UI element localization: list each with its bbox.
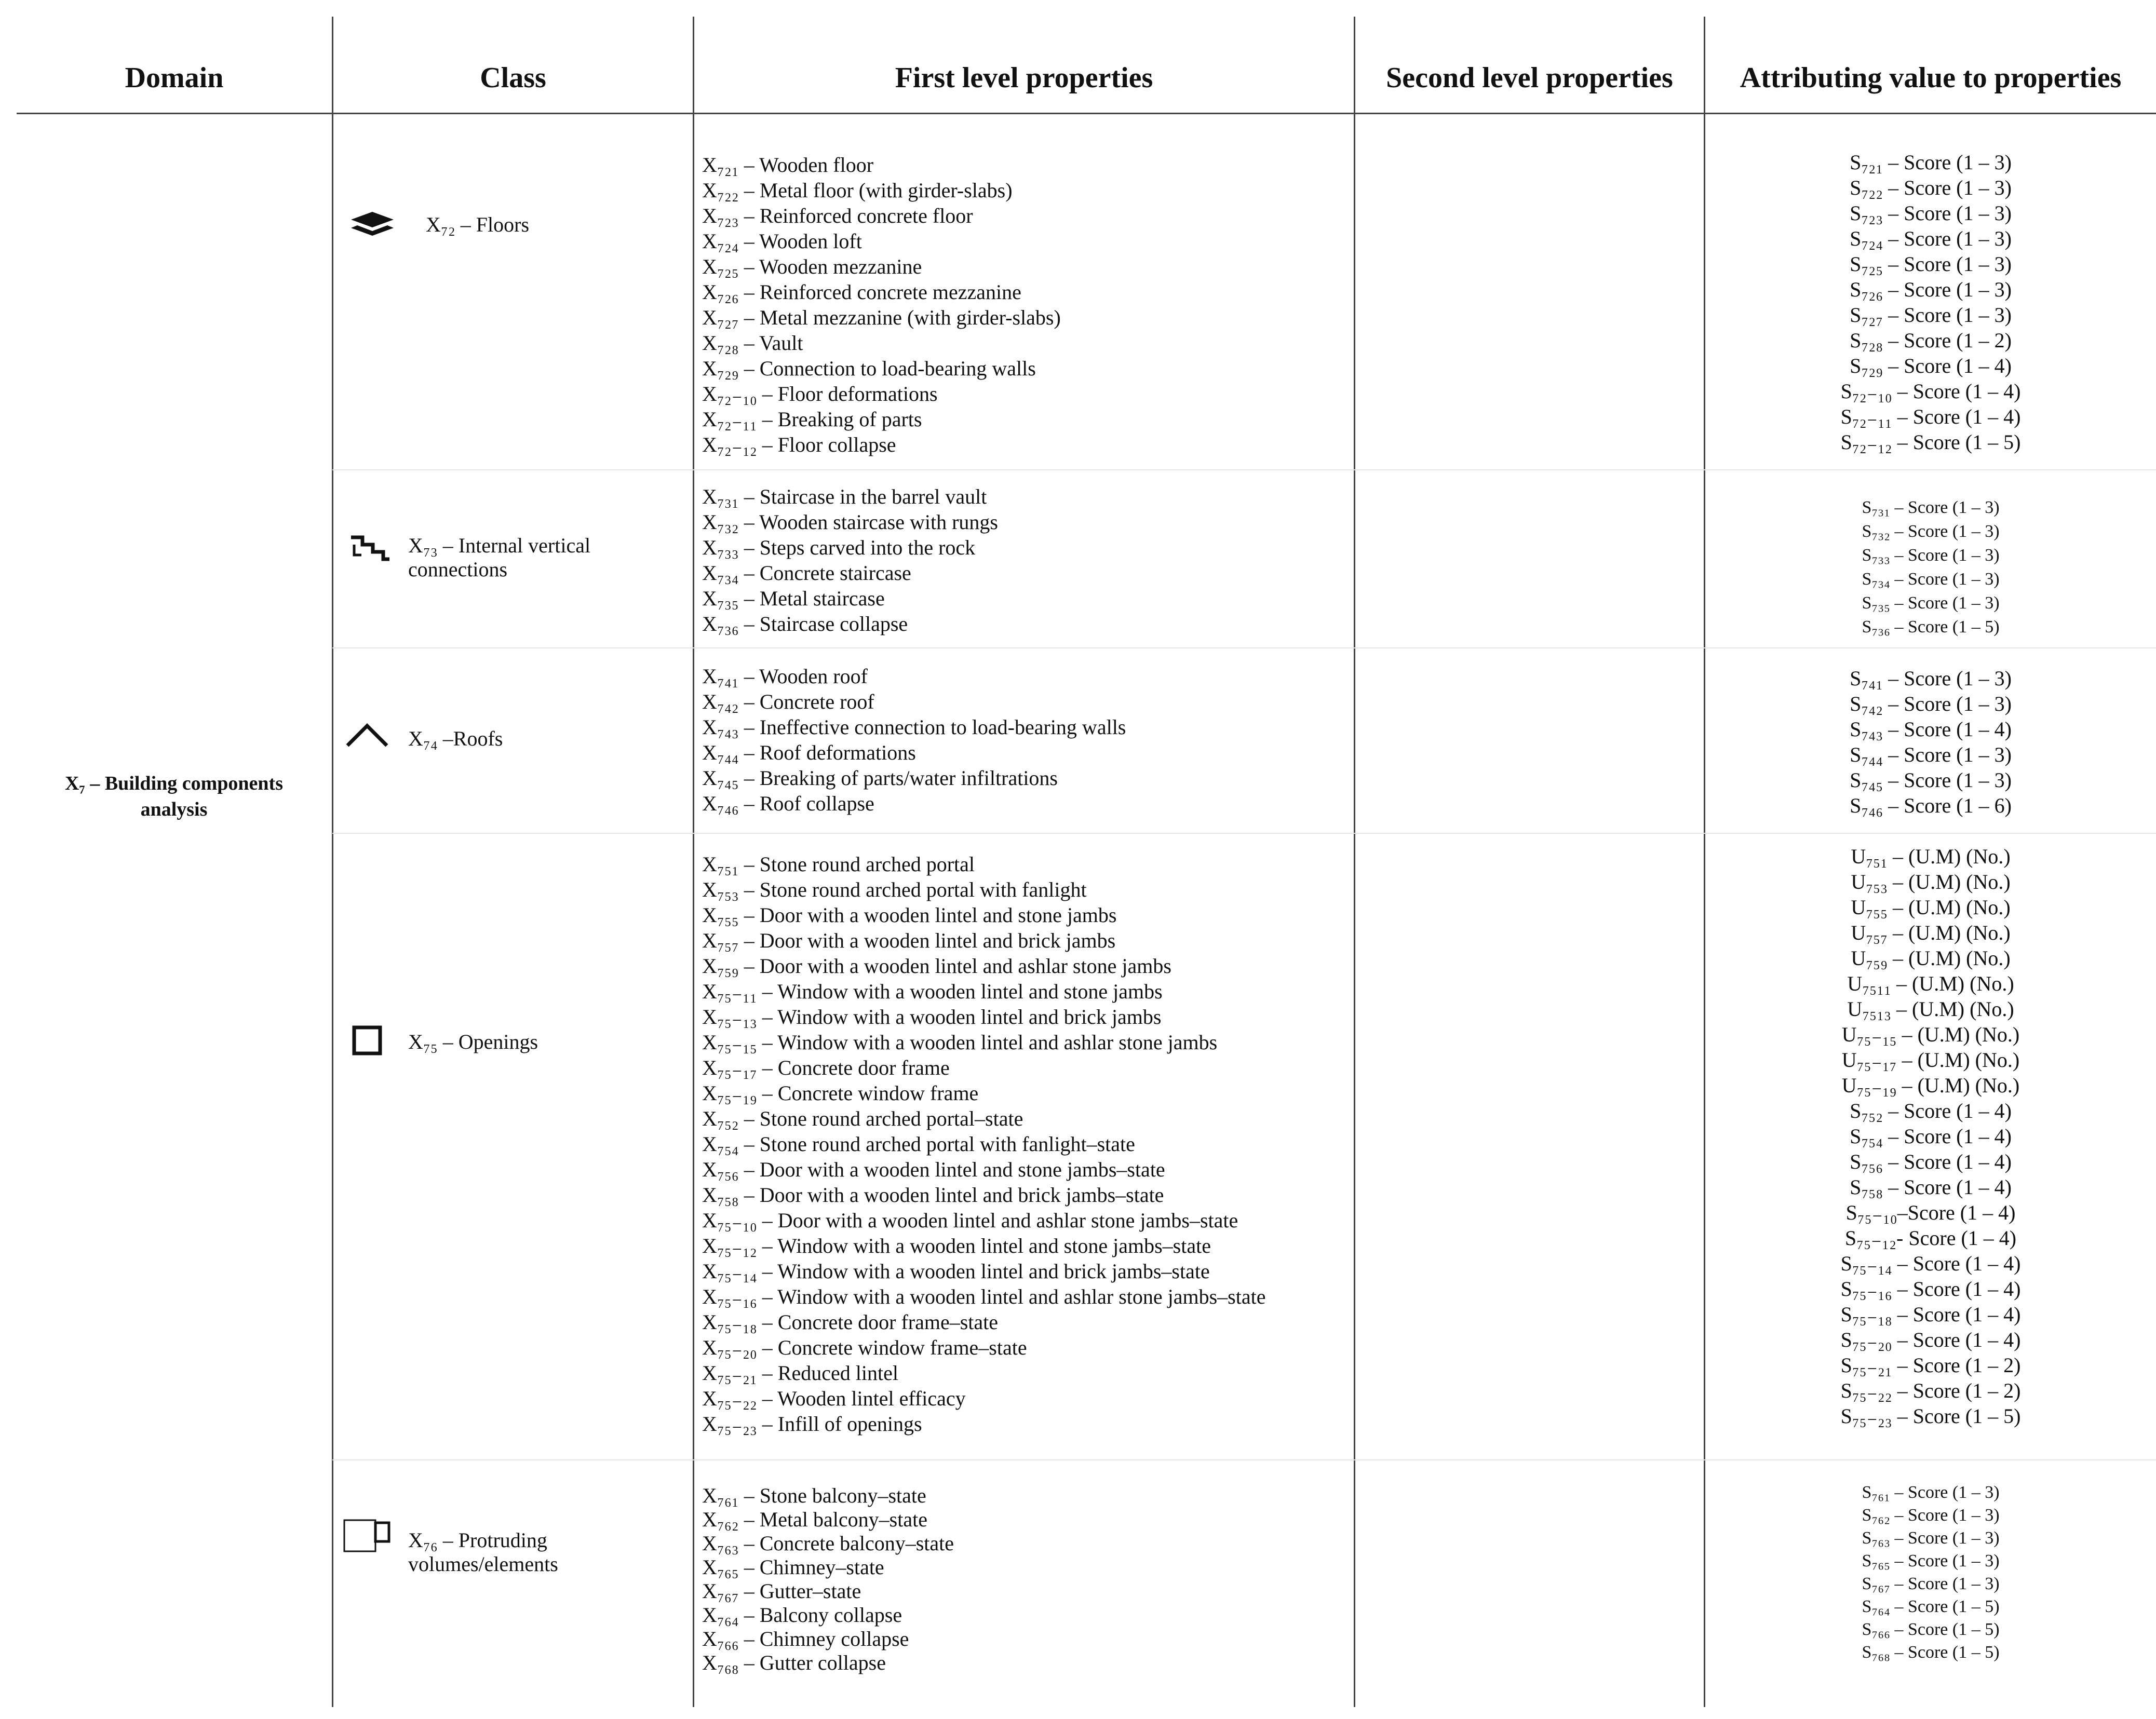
attr-item: S₇₂₅ – Score (1 – 3)	[1850, 252, 2012, 276]
attr-item: S₇₄₆ – Score (1 – 6)	[1850, 794, 2012, 817]
attr-item: S₇₅₄ – Score (1 – 4)	[1850, 1125, 2012, 1148]
class-label-roofs: X₇₄ –Roofs	[408, 727, 503, 750]
first-level-item: X₇₃₅ – Metal staircase	[702, 587, 885, 610]
attr-item: S₇₃₆ – Score (1 – 5)	[1862, 617, 2000, 637]
first-level-item: X₇₅₇ – Door with a wooden lintel and brick jambs	[702, 929, 1116, 952]
first-level-item: X₇₂₁ – Wooden floor	[702, 153, 874, 177]
attr-item: S₇₂₃ – Score (1 – 3)	[1850, 201, 2012, 225]
attr-item: S₇₂₋₁₀ – Score (1 – 4)	[1840, 380, 2021, 403]
first-level-item: X₇₅₋₁₇ – Concrete door frame	[702, 1056, 950, 1079]
roof-icon	[345, 723, 389, 748]
attr-item: U₇₅₁ – (U.M) (No.)	[1851, 845, 2011, 868]
attr-item: S₇₆₂ – Score (1 – 3)	[1862, 1506, 2000, 1525]
attr-item: S₇₂₁ – Score (1 – 3)	[1850, 151, 2012, 174]
first-level-item: X₇₂₂ – Metal floor (with girder-slabs)	[702, 179, 1013, 202]
first-level-item: X₇₆₅ – Chimney–state	[702, 1555, 884, 1579]
first-level-item: X₇₅₋₁₈ – Concrete door frame–state	[702, 1310, 999, 1334]
first-level-list-openings	[702, 851, 1265, 1437]
row-separator	[332, 469, 2156, 470]
first-level-item: X₇₅₋₁₉ – Concrete window frame	[702, 1081, 979, 1105]
first-level-item: X₇₅₋₁₆ – Window with a wooden lintel and ashlar stone jambs–state	[702, 1285, 1266, 1308]
attr-item: S₇₂₉ – Score (1 – 4)	[1850, 354, 2012, 377]
class-label-openings: X₇₅ – Openings	[408, 1030, 538, 1053]
attr-item: S₇₂₂ – Score (1 – 3)	[1850, 176, 2012, 199]
attr-item: S₇₅₆ – Score (1 – 4)	[1850, 1150, 2012, 1173]
attr-item: S₇₅₋₂₁ – Score (1 – 2)	[1840, 1353, 2021, 1377]
first-level-item: X₇₂₅ – Wooden mezzanine	[702, 255, 922, 278]
attr-item: S₇₂₈ – Score (1 – 2)	[1850, 329, 2012, 352]
attr-item: S₇₃₄ – Score (1 – 3)	[1862, 570, 2000, 589]
attr-item: S₇₃₃ – Score (1 – 3)	[1862, 546, 2000, 565]
first-level-item: X₇₂₋₁₀ – Floor deformations	[702, 382, 938, 405]
first-level-item: X₇₆₈ – Gutter collapse	[702, 1651, 886, 1674]
first-level-item: X₇₅₋₁₃ – Window with a wooden lintel and brick jambs	[702, 1005, 1162, 1028]
domain-title: X₇ – Building components	[65, 773, 283, 794]
first-level-item: X₇₅₋₂₀ – Concrete window frame–state	[702, 1336, 1027, 1359]
attr-item: S₇₆₆ – Score (1 – 5)	[1862, 1620, 2000, 1639]
column-divider	[1354, 17, 1355, 1707]
first-level-item: X₇₂₋₁₁ – Breaking of parts	[702, 408, 922, 431]
domain-cell	[21, 770, 327, 822]
attr-item: S₇₆₄ – Score (1 – 5)	[1862, 1597, 2000, 1616]
first-level-item: X₇₄₁ – Wooden roof	[702, 665, 868, 688]
first-level-item: X₇₃₃ – Steps carved into the rock	[702, 536, 976, 559]
first-level-item: X₇₄₆ – Roof collapse	[702, 792, 874, 815]
header-class: Class	[480, 62, 546, 94]
attr-item: U₇₅₃ – (U.M) (No.)	[1851, 870, 2011, 894]
class-label-line: volumes/elements	[408, 1552, 558, 1576]
first-level-item: X₇₅₂ – Stone round arched portal–state	[702, 1107, 1023, 1130]
first-level-item: X₇₅₋₂₃ – Infill of openings	[702, 1412, 922, 1436]
attr-item: U₇₅₋₁₅ – (U.M) (No.)	[1841, 1023, 2020, 1046]
attr-item: U₇₅₁₃ – (U.M) (No.)	[1847, 997, 2014, 1021]
attr-item: S₇₂₆ – Score (1 – 3)	[1850, 278, 2012, 301]
opening-square-icon	[352, 1025, 382, 1055]
attr-item: S₇₃₁ – Score (1 – 3)	[1862, 498, 2000, 517]
first-level-item: X₇₃₂ – Wooden staircase with rungs	[702, 510, 998, 534]
row-separator	[332, 1459, 2156, 1460]
first-level-item: X₇₅₋₁₂ – Window with a wooden lintel and stone jambs–state	[702, 1234, 1211, 1257]
header-rule	[17, 113, 2156, 114]
protruding-volumes-icon	[343, 1519, 393, 1553]
first-level-item: X₇₄₄ – Roof deformations	[702, 741, 916, 764]
first-level-item: X₇₅₆ – Door with a wooden lintel and stone jambs–state	[702, 1158, 1165, 1181]
stairs-icon	[349, 532, 390, 562]
first-level-item: X₇₃₄ – Concrete staircase	[702, 561, 911, 585]
attr-item: S₇₂₋₁₁ – Score (1 – 4)	[1840, 405, 2021, 428]
attr-item: S₇₅₋₁₀–Score (1 – 4)	[1845, 1201, 2016, 1224]
header-first-level: First level properties	[895, 62, 1153, 94]
first-level-list-floors	[702, 152, 1061, 457]
attr-list-protruding	[1705, 1481, 2156, 1664]
floors-layers-icon	[349, 210, 396, 238]
first-level-item: X₇₄₅ – Breaking of parts/water infiltrations	[702, 766, 1058, 790]
attr-item: U₇₅₉ – (U.M) (No.)	[1851, 946, 2011, 970]
attr-item: U₇₅₋₁₇ – (U.M) (No.)	[1841, 1048, 2020, 1072]
first-level-item: X₇₂₇ – Metal mezzanine (with girder-slabs)	[702, 306, 1061, 329]
first-level-item: X₇₂₃ – Reinforced concrete floor	[702, 204, 973, 227]
class-label-floors: X₇₂ – Floors	[426, 213, 530, 236]
header-attributing-value: Attributing value to properties	[1740, 62, 2122, 94]
first-level-item: X₇₅₃ – Stone round arched portal with fanlight	[702, 878, 1087, 901]
class-label-line: X₇₃ – Internal vertical	[408, 534, 591, 557]
first-level-item: X₇₅₅ – Door with a wooden lintel and stone jambs	[702, 903, 1117, 927]
class-label-protruding-volumes	[408, 1528, 558, 1576]
attr-item: S₇₆₅ – Score (1 – 3)	[1862, 1551, 2000, 1571]
row-separator	[332, 647, 2156, 648]
first-level-item: X₇₅₋₂₁ – Reduced lintel	[702, 1361, 898, 1385]
first-level-item: X₇₂₋₁₂ – Floor collapse	[702, 433, 896, 456]
attr-item: S₇₅₋₂₀ – Score (1 – 4)	[1840, 1328, 2021, 1351]
first-level-item: X₇₅₁ – Stone round arched portal	[702, 852, 975, 876]
first-level-item: X₇₆₂ – Metal balcony–state	[702, 1508, 927, 1531]
attr-item: U₇₅₅ – (U.M) (No.)	[1851, 896, 2011, 919]
first-level-item: X₇₆₇ – Gutter–state	[702, 1579, 861, 1603]
attr-list-vertical-connections	[1705, 496, 2156, 639]
attr-item: U₇₅₋₁₉ – (U.M) (No.)	[1841, 1074, 2020, 1097]
first-level-item: X₇₅₋₁₅ – Window with a wooden lintel and ashlar stone jambs	[702, 1031, 1218, 1054]
class-label-line: X₇₆ – Protruding	[408, 1528, 547, 1552]
attr-item: S₇₅₋₁₄ – Score (1 – 4)	[1840, 1252, 2021, 1275]
attr-item: U₇₅₇ – (U.M) (No.)	[1851, 921, 2011, 944]
attr-item: S₇₆₇ – Score (1 – 3)	[1862, 1574, 2000, 1593]
attr-item: S₇₂₄ – Score (1 – 3)	[1850, 227, 2012, 250]
first-level-item: X₇₄₂ – Concrete roof	[702, 690, 874, 713]
first-level-item: X₇₆₃ – Concrete balcony–state	[702, 1532, 954, 1555]
class-label-internal-vertical-connections	[408, 534, 590, 581]
attr-item: S₇₅₋₂₃ – Score (1 – 5)	[1840, 1404, 2021, 1428]
first-level-item: X₇₅₄ – Stone round arched portal with fanlight–state	[702, 1132, 1135, 1156]
attr-item: S₇₅₂ – Score (1 – 4)	[1850, 1099, 2012, 1122]
attr-item: S₇₄₅ – Score (1 – 3)	[1850, 768, 2012, 792]
attr-item: S₇₅₋₁₆ – Score (1 – 4)	[1840, 1277, 2021, 1301]
attr-list-floors	[1705, 150, 2156, 455]
first-level-item: X₇₅₈ – Door with a wooden lintel and brick jambs–state	[702, 1183, 1164, 1207]
first-level-list-protruding	[702, 1484, 954, 1675]
first-level-item: X₇₅₋₁₀ – Door with a wooden lintel and ashlar stone jambs–state	[702, 1209, 1238, 1232]
attr-item: S₇₅₈ – Score (1 – 4)	[1850, 1175, 2012, 1199]
class-label-line: connections	[408, 558, 508, 581]
first-level-item: X₇₆₆ – Chimney collapse	[702, 1627, 909, 1650]
first-level-list-roofs	[702, 664, 1126, 816]
column-divider	[693, 17, 694, 1707]
attr-item: S₇₆₃ – Score (1 – 3)	[1862, 1528, 2000, 1548]
first-level-item: X₇₂₄ – Wooden loft	[702, 229, 862, 253]
first-level-item: X₇₆₁ – Stone balcony–state	[702, 1484, 926, 1507]
row-separator	[332, 833, 2156, 834]
column-divider	[332, 17, 333, 1707]
attr-list-roofs	[1705, 666, 2156, 818]
attr-item: S₇₄₃ – Score (1 – 4)	[1850, 718, 2012, 741]
attr-item: S₇₅₋₂₂ – Score (1 – 2)	[1840, 1379, 2021, 1402]
attr-item: S₇₆₁ – Score (1 – 3)	[1862, 1483, 2000, 1502]
first-level-item: X₇₂₆ – Reinforced concrete mezzanine	[702, 280, 1021, 304]
first-level-item: X₇₂₈ – Vault	[702, 331, 803, 355]
first-level-item: X₇₅₉ – Door with a wooden lintel and ashlar stone jambs	[702, 954, 1171, 978]
attr-item: S₇₂₇ – Score (1 – 3)	[1850, 303, 2012, 327]
first-level-item: X₇₅₋₁₁ – Window with a wooden lintel and stone jambs	[702, 980, 1163, 1003]
attr-list-openings	[1705, 844, 2156, 1429]
first-level-list-vertical-connections	[702, 484, 998, 637]
attr-item: S₇₃₅ – Score (1 – 3)	[1862, 593, 2000, 613]
first-level-item: X₇₆₄ – Balcony collapse	[702, 1603, 902, 1627]
attr-item: S₇₅₋₁₂- Score (1 – 4)	[1844, 1226, 2017, 1250]
first-level-item: X₇₃₆ – Staircase collapse	[702, 612, 908, 635]
first-level-item: X₇₅₋₂₂ – Wooden lintel efficacy	[702, 1387, 966, 1410]
first-level-item: X₇₂₉ – Connection to load-bearing walls	[702, 357, 1036, 380]
attr-item: S₇₅₋₁₈ – Score (1 – 4)	[1840, 1303, 2021, 1326]
first-level-item: X₇₄₃ – Ineffective connection to load-bearing walls	[702, 715, 1126, 739]
attr-item: S₇₄₂ – Score (1 – 3)	[1850, 692, 2012, 715]
attr-item: U₇₅₁₁ – (U.M) (No.)	[1847, 972, 2014, 995]
domain-title-continued: analysis	[140, 798, 208, 820]
header-second-level: Second level properties	[1386, 62, 1673, 94]
first-level-item: X₇₃₁ – Staircase in the barrel vault	[702, 485, 987, 508]
first-level-item: X₇₅₋₁₄ – Window with a wooden lintel and brick jambs–state	[702, 1260, 1210, 1283]
attr-item: S₇₆₈ – Score (1 – 5)	[1862, 1643, 2000, 1662]
attr-item: S₇₃₂ – Score (1 – 3)	[1862, 522, 2000, 541]
attr-item: S₇₂₋₁₂ – Score (1 – 5)	[1840, 430, 2021, 454]
attr-item: S₇₄₄ – Score (1 – 3)	[1850, 743, 2012, 766]
header-domain: Domain	[125, 62, 224, 94]
attr-item: S₇₄₁ – Score (1 – 3)	[1850, 667, 2012, 690]
